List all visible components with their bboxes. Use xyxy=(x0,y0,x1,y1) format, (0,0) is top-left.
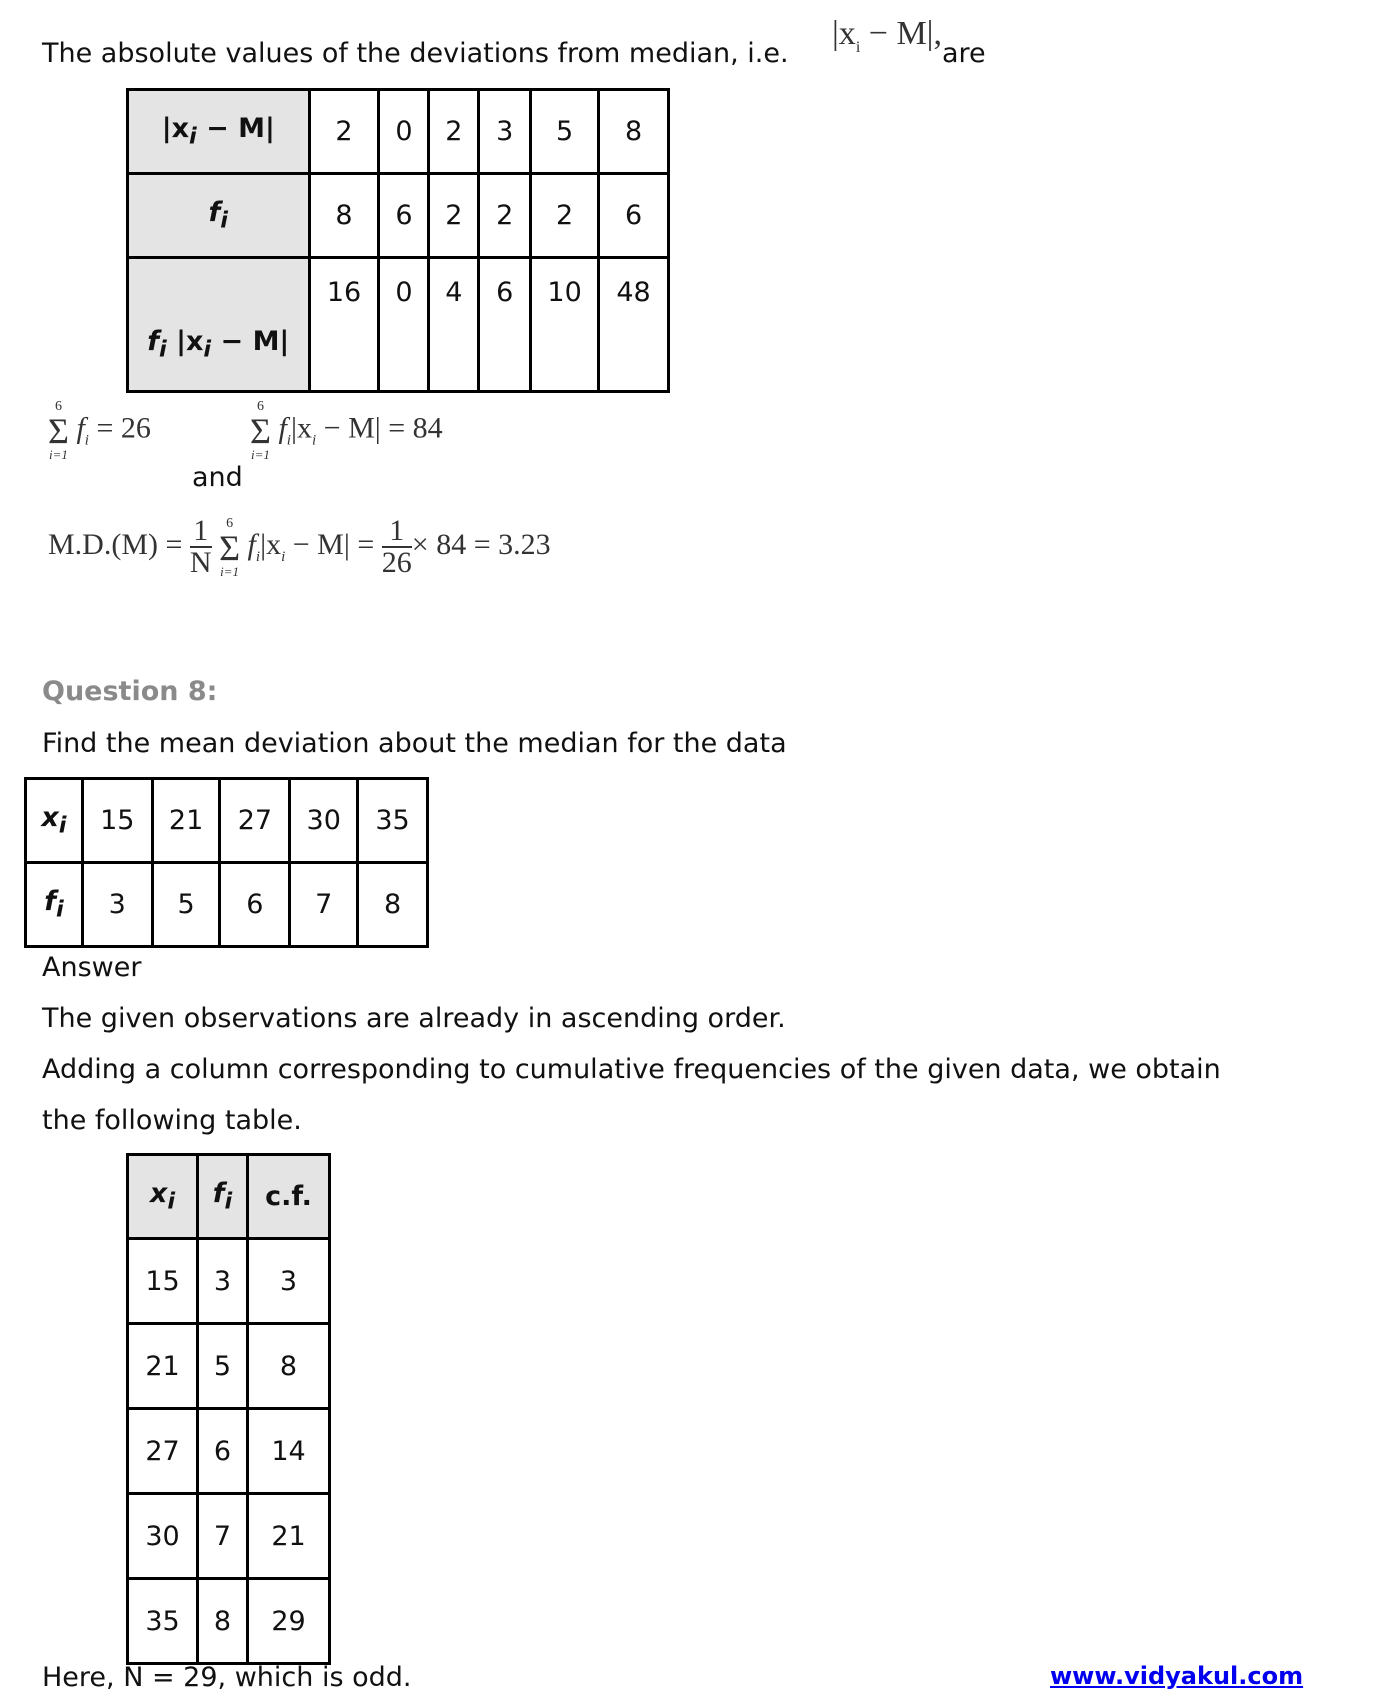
answer-label: Answer xyxy=(42,952,142,983)
table-cell: 3 xyxy=(248,1239,330,1324)
row-label: $f_i$ xyxy=(26,863,83,947)
table-cell: 21 xyxy=(152,779,220,863)
answer-paragraph-2b: the following table. xyxy=(42,1105,302,1136)
question-prompt: Find the mean deviation about the median for the data xyxy=(42,728,787,759)
table-cell: 21 xyxy=(248,1494,330,1579)
table-cell: 6 xyxy=(479,258,531,392)
vidyakul-link[interactable]: www.vidyakul.com xyxy=(1050,1662,1304,1690)
table-cell: 8 xyxy=(309,174,379,258)
mean-deviation-formula: M.D.(M) = $\frac{1}{N}$ 6 Σ i=1 $f_i|x_i - M|$ = $\frac{1}{26}$ × 84 = 3.23 xyxy=(48,514,551,579)
row-label: $f_i$ xyxy=(128,174,310,258)
table-cell: 29 xyxy=(248,1579,330,1664)
table-cell: 21 xyxy=(128,1324,198,1409)
intro-before: The absolute values of the deviations from median, i.e. xyxy=(42,38,789,69)
table-cell: 35 xyxy=(128,1579,198,1664)
table-row xyxy=(128,258,669,392)
table-cell: 14 xyxy=(248,1409,330,1494)
table-cell: 2 xyxy=(531,174,599,258)
row-label: $|x_i - M|$ xyxy=(128,90,310,174)
table-cell: 8 xyxy=(248,1324,330,1409)
answer-paragraph-2a: Adding a column corresponding to cumulative frequencies of the given data, we obtain xyxy=(42,1054,1221,1085)
question-title: Question 8: xyxy=(42,676,218,707)
table-cell: 3 xyxy=(198,1239,248,1324)
table-cell: 27 xyxy=(128,1409,198,1494)
table-cell: 6 xyxy=(220,863,290,947)
table-cell: 6 xyxy=(198,1409,248,1494)
table-cell: 2 xyxy=(429,174,479,258)
deviation-table xyxy=(126,88,670,393)
cumulative-frequency-table xyxy=(126,1153,331,1665)
table-cell: 8 xyxy=(198,1579,248,1664)
and-text: and xyxy=(192,462,243,493)
table-row xyxy=(128,90,669,174)
intro-after: are xyxy=(942,38,986,69)
table-row xyxy=(128,1324,330,1409)
table-cell: 4 xyxy=(429,258,479,392)
footer-text: Here, N = 29, which is odd. xyxy=(42,1662,412,1693)
table-cell: 0 xyxy=(379,258,429,392)
table-row xyxy=(128,1494,330,1579)
row-label: $f_i$ $|x_i - M|$ xyxy=(128,258,310,392)
table-row xyxy=(128,1155,330,1239)
answer-paragraph-1: The given observations are already in ascending order. xyxy=(42,1003,786,1034)
table-cell: 0 xyxy=(379,90,429,174)
table-row xyxy=(128,174,669,258)
table-cell: 30 xyxy=(290,779,358,863)
table-cell: 15 xyxy=(128,1239,198,1324)
table-cell: 6 xyxy=(379,174,429,258)
sum-fi: 6 Σ i=1 $f_i = 26$ xyxy=(48,399,151,462)
header-cf: c.f. xyxy=(248,1155,330,1239)
table-cell: 8 xyxy=(599,90,669,174)
table-cell: 3 xyxy=(82,863,152,947)
table-row xyxy=(128,1239,330,1324)
table-cell: 35 xyxy=(358,779,428,863)
table-cell: 5 xyxy=(152,863,220,947)
intro-text xyxy=(42,36,789,72)
table-cell: 7 xyxy=(198,1494,248,1579)
header-x: $x_i$ xyxy=(128,1155,198,1239)
sum-fi-deviation: 6 Σ i=1 $f_i|x_i - M| = 84$ xyxy=(250,399,443,462)
table-cell: 5 xyxy=(531,90,599,174)
table-cell: 2 xyxy=(309,90,379,174)
row-label: $x_i$ xyxy=(26,779,83,863)
table-cell: 2 xyxy=(479,174,531,258)
table-cell: 5 xyxy=(198,1324,248,1409)
table-cell: 2 xyxy=(429,90,479,174)
table-cell: 10 xyxy=(531,258,599,392)
table-cell: 6 xyxy=(599,174,669,258)
table-row xyxy=(26,779,428,863)
header-f: $f_i$ xyxy=(198,1155,248,1239)
table-cell: 30 xyxy=(128,1494,198,1579)
table-row xyxy=(26,863,428,947)
data-table xyxy=(24,777,429,948)
intro-expression: $|x_i - M|$, xyxy=(832,15,942,56)
table-cell: 16 xyxy=(309,258,379,392)
table-cell: 7 xyxy=(290,863,358,947)
table-cell: 48 xyxy=(599,258,669,392)
table-cell: 3 xyxy=(479,90,531,174)
table-cell: 15 xyxy=(82,779,152,863)
table-row xyxy=(128,1579,330,1664)
table-cell: 27 xyxy=(220,779,290,863)
table-row xyxy=(128,1409,330,1494)
table-cell: 8 xyxy=(358,863,428,947)
